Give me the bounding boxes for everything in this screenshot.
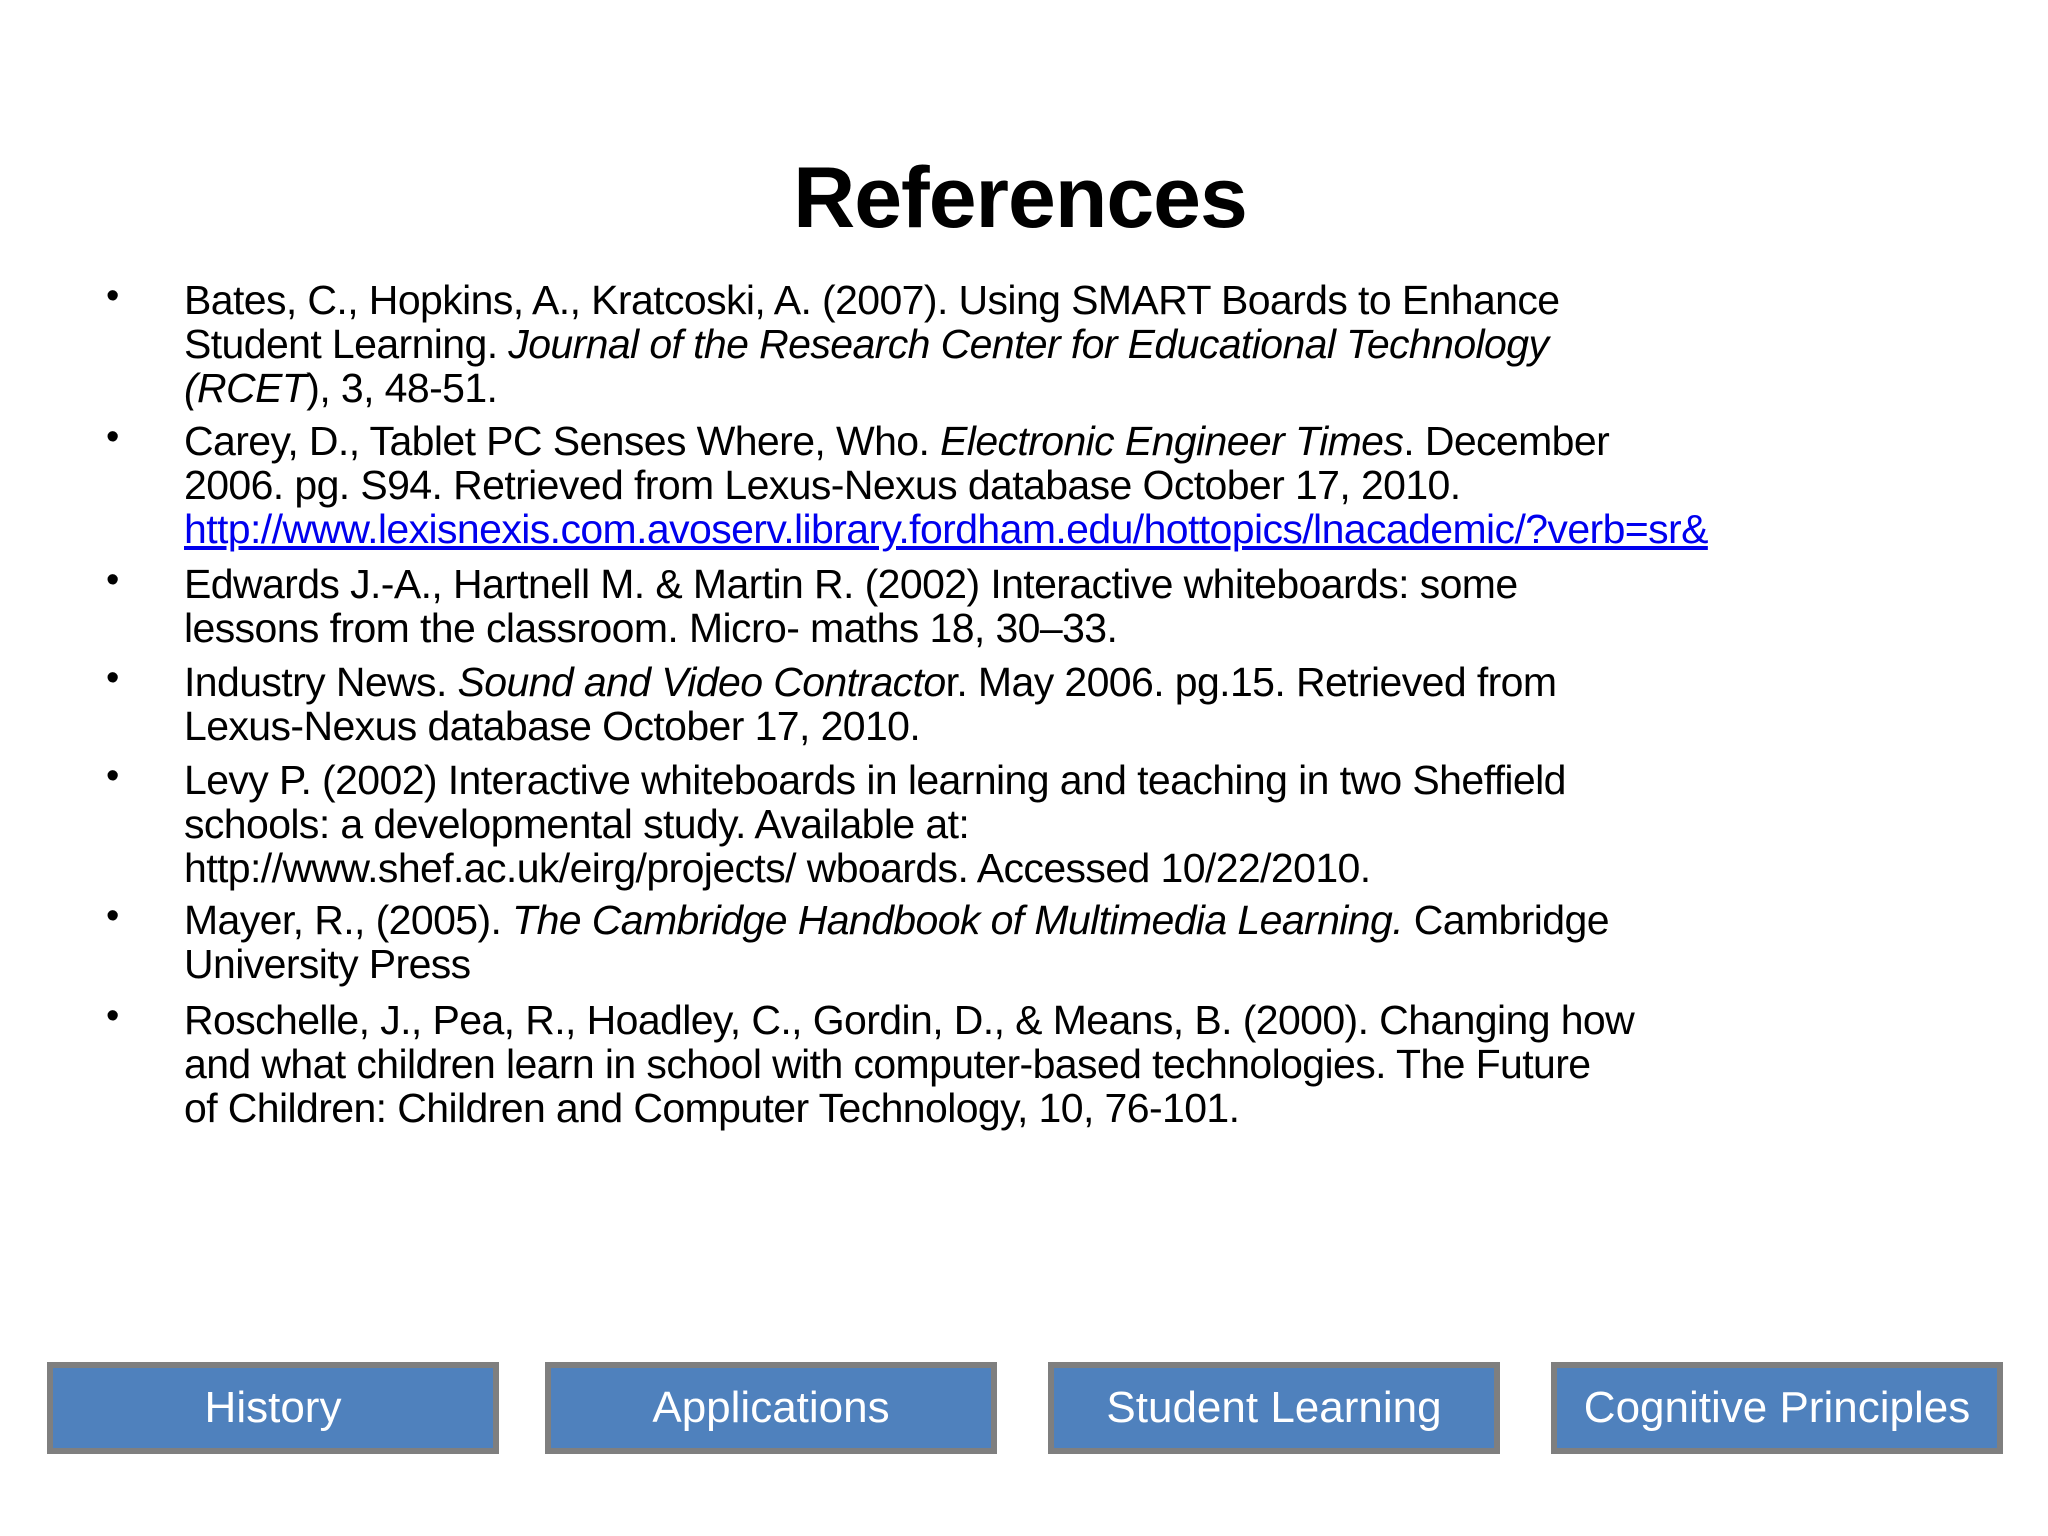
cognitive-principles-button[interactable]: Cognitive Principles	[1551, 1362, 2003, 1454]
reference-line	[184, 802, 2048, 846]
student-learning-button[interactable]: Student Learning	[1048, 1362, 1500, 1454]
reference-text: Edwards J.-A., Hartnell M. & Martin R. (2002) Interactive whiteboards: some	[184, 561, 1518, 607]
reference-text: . December	[1403, 418, 1610, 464]
reference-line	[184, 1086, 2048, 1130]
reference-italic-text: Journal of the Research Center for Educational Technology	[508, 321, 1549, 367]
reference-text: Roschelle, J., Pea, R., Hoadley, C., Gordin, D., & Means, B. (2000). Changing how	[184, 997, 1635, 1043]
reference-line	[184, 1042, 2048, 1086]
reference-text: of Children: Children and Computer Technology, 10, 76-101.	[184, 1085, 1240, 1131]
reference-line	[184, 704, 2048, 748]
reference-line	[184, 463, 2048, 507]
reference-text: Industry News.	[184, 659, 458, 705]
reference-italic-text: Sound and Video Contracto	[457, 659, 946, 705]
reference-line	[184, 562, 2048, 606]
reference-text: ), 3, 48-51.	[306, 365, 498, 411]
reference-text: and what children learn in school with computer-based technologies. The Future	[184, 1041, 1591, 1087]
reference-text: Student Learning.	[184, 321, 509, 367]
reference-text: Bates, C., Hopkins, A., Kratcoski, A. (2007). Using SMART Boards to Enhance	[184, 277, 1560, 323]
bullet-marker: •	[106, 895, 119, 937]
reference-line	[184, 660, 2048, 704]
reference-line	[184, 322, 2048, 366]
reference-text: University Press	[184, 941, 471, 987]
bullet-marker: •	[106, 755, 119, 797]
reference-text: lessons from the classroom. Micro- maths 18, 30–33.	[184, 605, 1118, 651]
bullet-marker: •	[106, 657, 119, 699]
reference-line	[184, 898, 2048, 942]
reference-italic-text: (RCET	[184, 365, 307, 411]
reference-italic-text: The Cambridge Handbook of Multimedia Learning.	[512, 897, 1403, 943]
bullet-marker: •	[106, 995, 119, 1037]
reference-text: Levy P. (2002) Interactive whiteboards in learning and teaching in two Sheffield	[184, 757, 1566, 803]
bullet-marker: •	[106, 416, 119, 458]
applications-button[interactable]: Applications	[545, 1362, 997, 1454]
reference-italic-text: Electronic Engineer Times	[940, 418, 1404, 464]
page-title: References	[793, 150, 1247, 246]
bullet-marker: •	[106, 559, 119, 601]
reference-line	[184, 758, 2048, 802]
reference-line	[184, 507, 2048, 551]
reference-text: schools: a developmental study. Available at:	[184, 801, 970, 847]
reference-line	[184, 998, 2048, 1042]
reference-line	[184, 419, 2048, 463]
reference-text: Mayer, R., (2005).	[184, 897, 513, 943]
reference-line	[184, 278, 2048, 322]
history-button[interactable]: History	[47, 1362, 499, 1454]
reference-line	[184, 942, 2048, 986]
reference-text: Carey, D., Tablet PC Senses Where, Who.	[184, 418, 941, 464]
reference-line	[184, 366, 2048, 410]
bullet-marker: •	[106, 275, 119, 317]
reference-text: Cambridge	[1402, 897, 1609, 943]
reference-text: 2006. pg. S94. Retrieved from Lexus-Nexus database October 17, 2010.	[184, 462, 1461, 508]
reference-link[interactable]: http://www.lexisnexis.com.avoserv.library.fordham.edu/hottopics/lnacademic/?verb=sr&	[184, 506, 1708, 552]
reference-text: http://www.shef.ac.uk/eirg/projects/ wboards. Accessed 10/22/2010.	[184, 845, 1371, 891]
reference-text: Lexus-Nexus database October 17, 2010.	[184, 703, 921, 749]
reference-text: r. May 2006. pg.15. Retrieved from	[945, 659, 1557, 705]
reference-line	[184, 846, 2048, 890]
reference-line	[184, 606, 2048, 650]
